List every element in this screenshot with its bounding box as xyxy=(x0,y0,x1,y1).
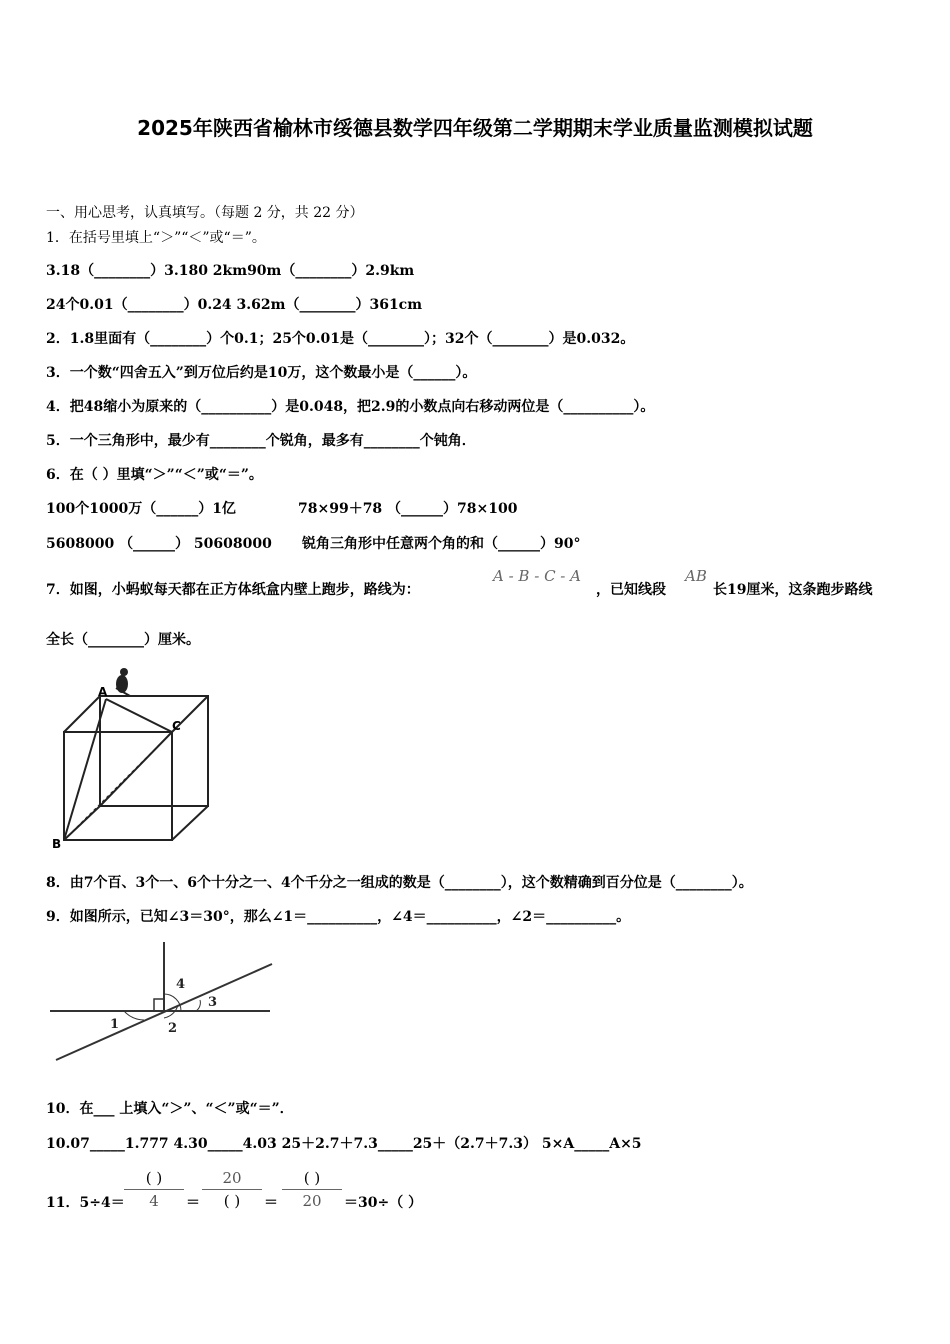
question-3: 3．一个数“四舍五入”到万位后约是10万，这个数最小是（______）。 xyxy=(46,365,477,381)
question-9: 9．如图所示，已知∠3＝30°，那么∠1＝__________，∠4＝__________，∠2＝__________。 xyxy=(46,909,631,925)
question-5: 5．一个三角形中，最少有________个锐角，最多有________个钝角． xyxy=(46,433,476,449)
label-c: C xyxy=(172,719,181,733)
question-7-part-2: ，已知线段 xyxy=(596,582,666,598)
label-a: A xyxy=(98,685,108,699)
question-10-stem: 10．在___ 上填入“＞”、“＜”或“＝”． xyxy=(46,1101,294,1117)
angle-1-label: 1 xyxy=(110,1017,120,1032)
question-1-row-2: 24个0.01（________）0.24 3.62m（________）361cm xyxy=(46,297,423,313)
fraction-3-denominator: 20 xyxy=(302,1192,322,1210)
angle-4-label: 4 xyxy=(176,977,186,992)
fraction-3 xyxy=(282,1167,342,1212)
question-10-row: 10.07_____1.777 4.30_____4.03 25＋2.7＋7.3_____25＋（2.7＋7.3） 5×A_____A×5 xyxy=(46,1136,642,1152)
angle-3-label: 3 xyxy=(208,995,218,1010)
fraction-2 xyxy=(202,1167,262,1212)
equals-1: ＝ xyxy=(186,1195,200,1211)
question-6-row-1b: 78×99＋78 （______）78×100 xyxy=(298,501,518,517)
question-2: 2．1.8里面有（________）个0.1；25个0.01是（________）；32个（________）是0.032。 xyxy=(46,331,635,347)
label-b: B xyxy=(52,837,62,851)
section-1-heading: 一、用心思考，认真填写。（每题 2 分，共 22 分） xyxy=(46,205,364,221)
question-7-part-3: 长19厘米，这条跑步路线 xyxy=(713,582,873,598)
fraction-1-denominator: 4 xyxy=(149,1192,159,1210)
question-6-stem: 6．在（ ）里填“＞”“＜”或“＝”。 xyxy=(46,467,263,483)
fraction-2-denominator: ( ) xyxy=(223,1192,241,1210)
question-11-suffix: ＝30÷（ ） xyxy=(344,1195,423,1211)
fraction-3-numerator: ( ) xyxy=(303,1169,321,1187)
ant-icon xyxy=(116,668,130,696)
question-6-row-1a: 100个1000万（______）1亿 xyxy=(46,501,236,517)
equals-2: ＝ xyxy=(264,1195,278,1211)
question-6-row-2b: 锐角三角形中任意两个角的和（______）90° xyxy=(302,536,581,552)
question-7-segment: AB xyxy=(685,567,707,585)
question-1-stem: 1．在括号里填上“＞”“＜”或“＝”。 xyxy=(46,230,266,246)
question-7-line-2: 全长（________）厘米。 xyxy=(46,632,200,648)
question-7-part-1: 7．如图，小蚂蚁每天都在正方体纸盒内壁上跑步，路线为： xyxy=(46,582,420,598)
fraction-1-numerator: ( ) xyxy=(145,1169,163,1187)
question-6-row-2a: 5608000 （______） 50608000 xyxy=(46,536,272,552)
question-7-route: A - B - C - A xyxy=(493,567,581,585)
question-8: 8．由7个百、3个一、6个十分之一、4个千分之一组成的数是（________），这个数精确到百分位是（________）。 xyxy=(46,875,753,891)
cube-figure xyxy=(48,662,218,852)
fraction-2-numerator: 20 xyxy=(222,1169,242,1187)
question-1-row-1: 3.18（________）3.180 2km90m（________）2.9km xyxy=(46,263,415,279)
angles-figure xyxy=(48,940,278,1065)
fraction-1 xyxy=(124,1167,184,1212)
angle-2-label: 2 xyxy=(168,1021,178,1036)
question-11-prefix: 11．5÷4＝ xyxy=(46,1195,125,1211)
question-4: 4．把48缩小为原来的（__________）是0.048，把2.9的小数点向右移动两位是（__________）。 xyxy=(46,399,655,415)
page-title: 2025年陕西省榆林市绥德县数学四年级第二学期期末学业质量监测模拟试题 xyxy=(137,116,813,140)
